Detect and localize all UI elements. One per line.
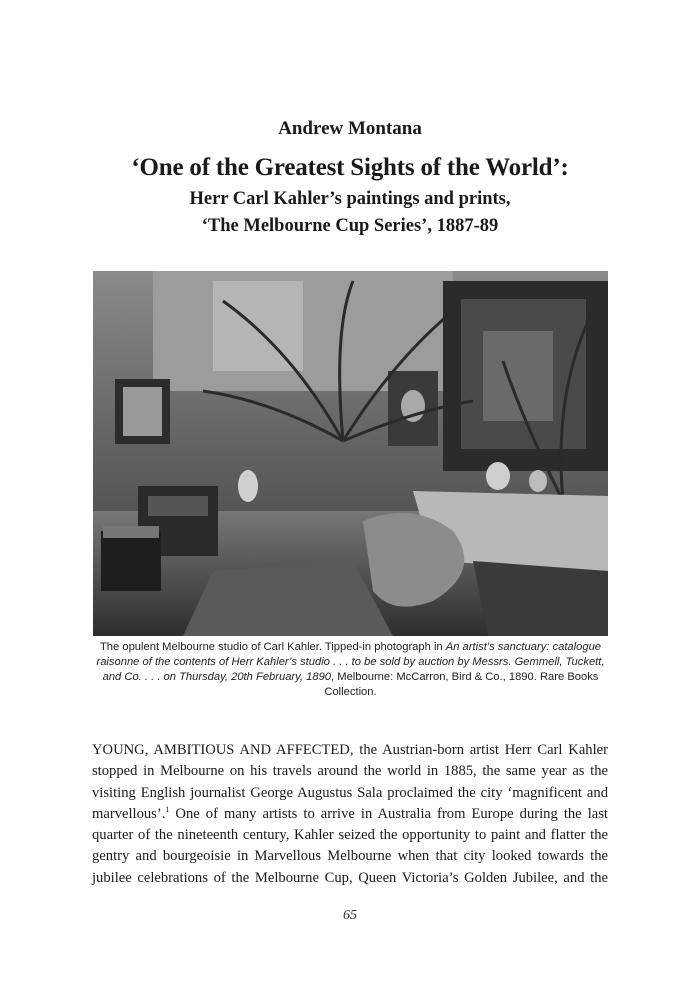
body-line: stopped in Melbourne on his travels around the world in 1885, the same year as the bbox=[92, 763, 608, 780]
body-line: YOUNG, AMBITIOUS AND AFFECTED, the Austrian-born artist Herr Carl Kahler bbox=[92, 742, 608, 758]
studio-photograph bbox=[93, 271, 608, 636]
body-line: visiting English journalist George Augustus Sala proclaimed the city ‘magnificent and bbox=[92, 784, 608, 801]
figure-caption bbox=[93, 640, 608, 700]
body-paragraph bbox=[92, 740, 608, 889]
article-title: ‘One of the Greatest Sights of the World’: bbox=[131, 154, 569, 181]
page-number: 65 bbox=[343, 908, 357, 923]
author-name: Andrew Montana bbox=[278, 118, 422, 139]
body-line-end: One of many artists to arrive in Australia from Europe during the last bbox=[175, 805, 608, 822]
body-line-with-footnote bbox=[92, 804, 608, 825]
body-line: quarter of the nineteenth century, Kahler seized the opportunity to paint and flatter the bbox=[92, 827, 608, 844]
footnote-reference[interactable]: 1 bbox=[165, 805, 170, 815]
body-line: gentry and bourgeoisie in Marvellous Melbourne when that city looked towards the bbox=[92, 848, 608, 865]
caption-text-1: The opulent Melbourne studio of Carl Kahler. Tipped-in photograph in bbox=[99, 641, 446, 653]
body-line-start: marvellous’. bbox=[92, 805, 166, 822]
caption-text-3: , Melbourne: McCarron, Bird & Co., 1890. Rare Books Collection. bbox=[324, 671, 599, 698]
caption-catalogue-title: An artist’s sanctuary: catalogue raisonne of the contents of Herr Kahler’s studio . . . to be sold by auction by Messrs. Gemmell, Tuckett, and Co. . . . on Thursday, 20th February, 1890 bbox=[96, 641, 605, 683]
body-line: jubilee celebrations of the Melbourne Cup, Queen Victoria’s Golden Jubilee, and the bbox=[92, 869, 608, 886]
article-subtitle-line-2: ‘The Melbourne Cup Series’, 1887-89 bbox=[201, 216, 499, 236]
article-subtitle-line-1: Herr Carl Kahler’s paintings and prints, bbox=[189, 189, 511, 209]
